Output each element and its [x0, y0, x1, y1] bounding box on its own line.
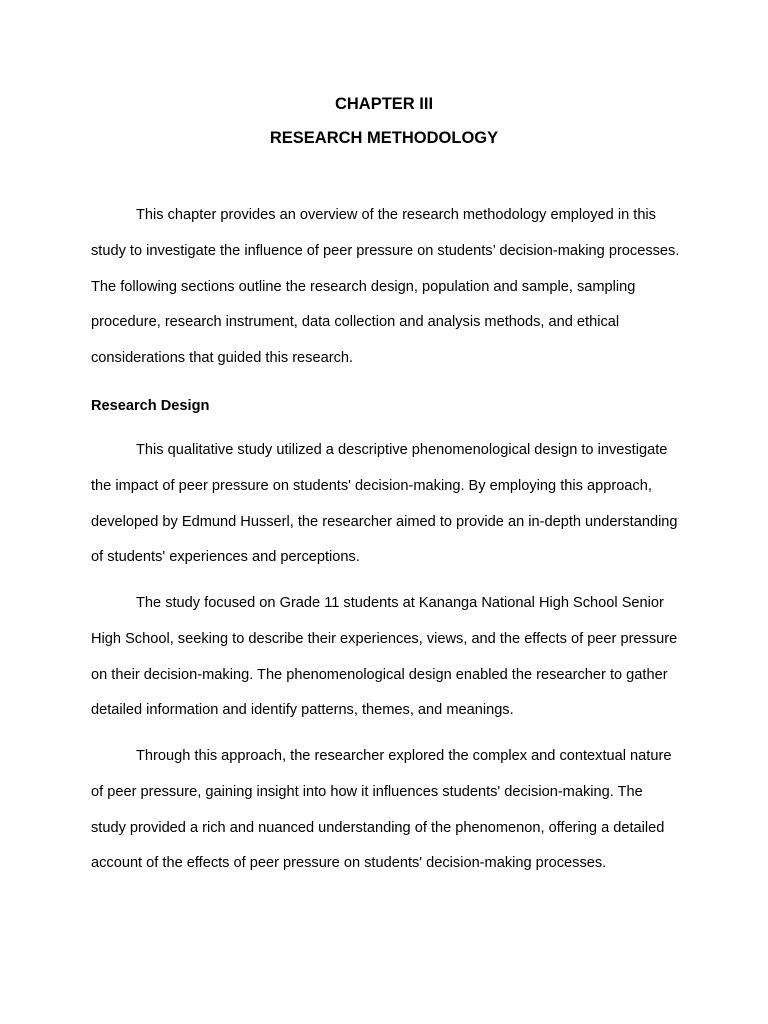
chapter-label: CHAPTER III — [334, 95, 434, 113]
section-heading-research-design: Research Design — [91, 398, 210, 414]
chapter-title: RESEARCH METHODOLOGY — [269, 129, 499, 147]
intro-paragraph: This chapter provides an overview of the research methodology employed in this study to investigate the influence of peer pressure on students’ decision-making processes. The following sections outline the research design, population and sample, sampling procedure, research instrument, data collection and analysis methods, and ethical considerations that guided this research. — [91, 207, 680, 367]
research-design-paragraph-3: Through this approach, the researcher explored the complex and contextual nature of peer pressure, gaining insight into how it influences students' decision-making. The study provided a rich and nuanced understanding of the phenomenon, offering a detailed account of the effects of peer pressure on students' decision-making processes. — [91, 748, 672, 872]
research-design-paragraph-1: This qualitative study utilized a descriptive phenomenological design to investigate the impact of peer pressure on students' decision-making. By employing this approach, developed by Edmund Husserl, the researcher aimed to provide an in-depth understanding of students' experiences and perceptions. — [91, 442, 678, 566]
research-design-paragraph-2: The study focused on Grade 11 students at Kananga National High School Senior High School, seeking to describe their experiences, views, and the effects of peer pressure on their decision-making. The phenomenological design enabled the researcher to gather detailed information and identify patterns, themes, and meanings. — [91, 595, 678, 719]
